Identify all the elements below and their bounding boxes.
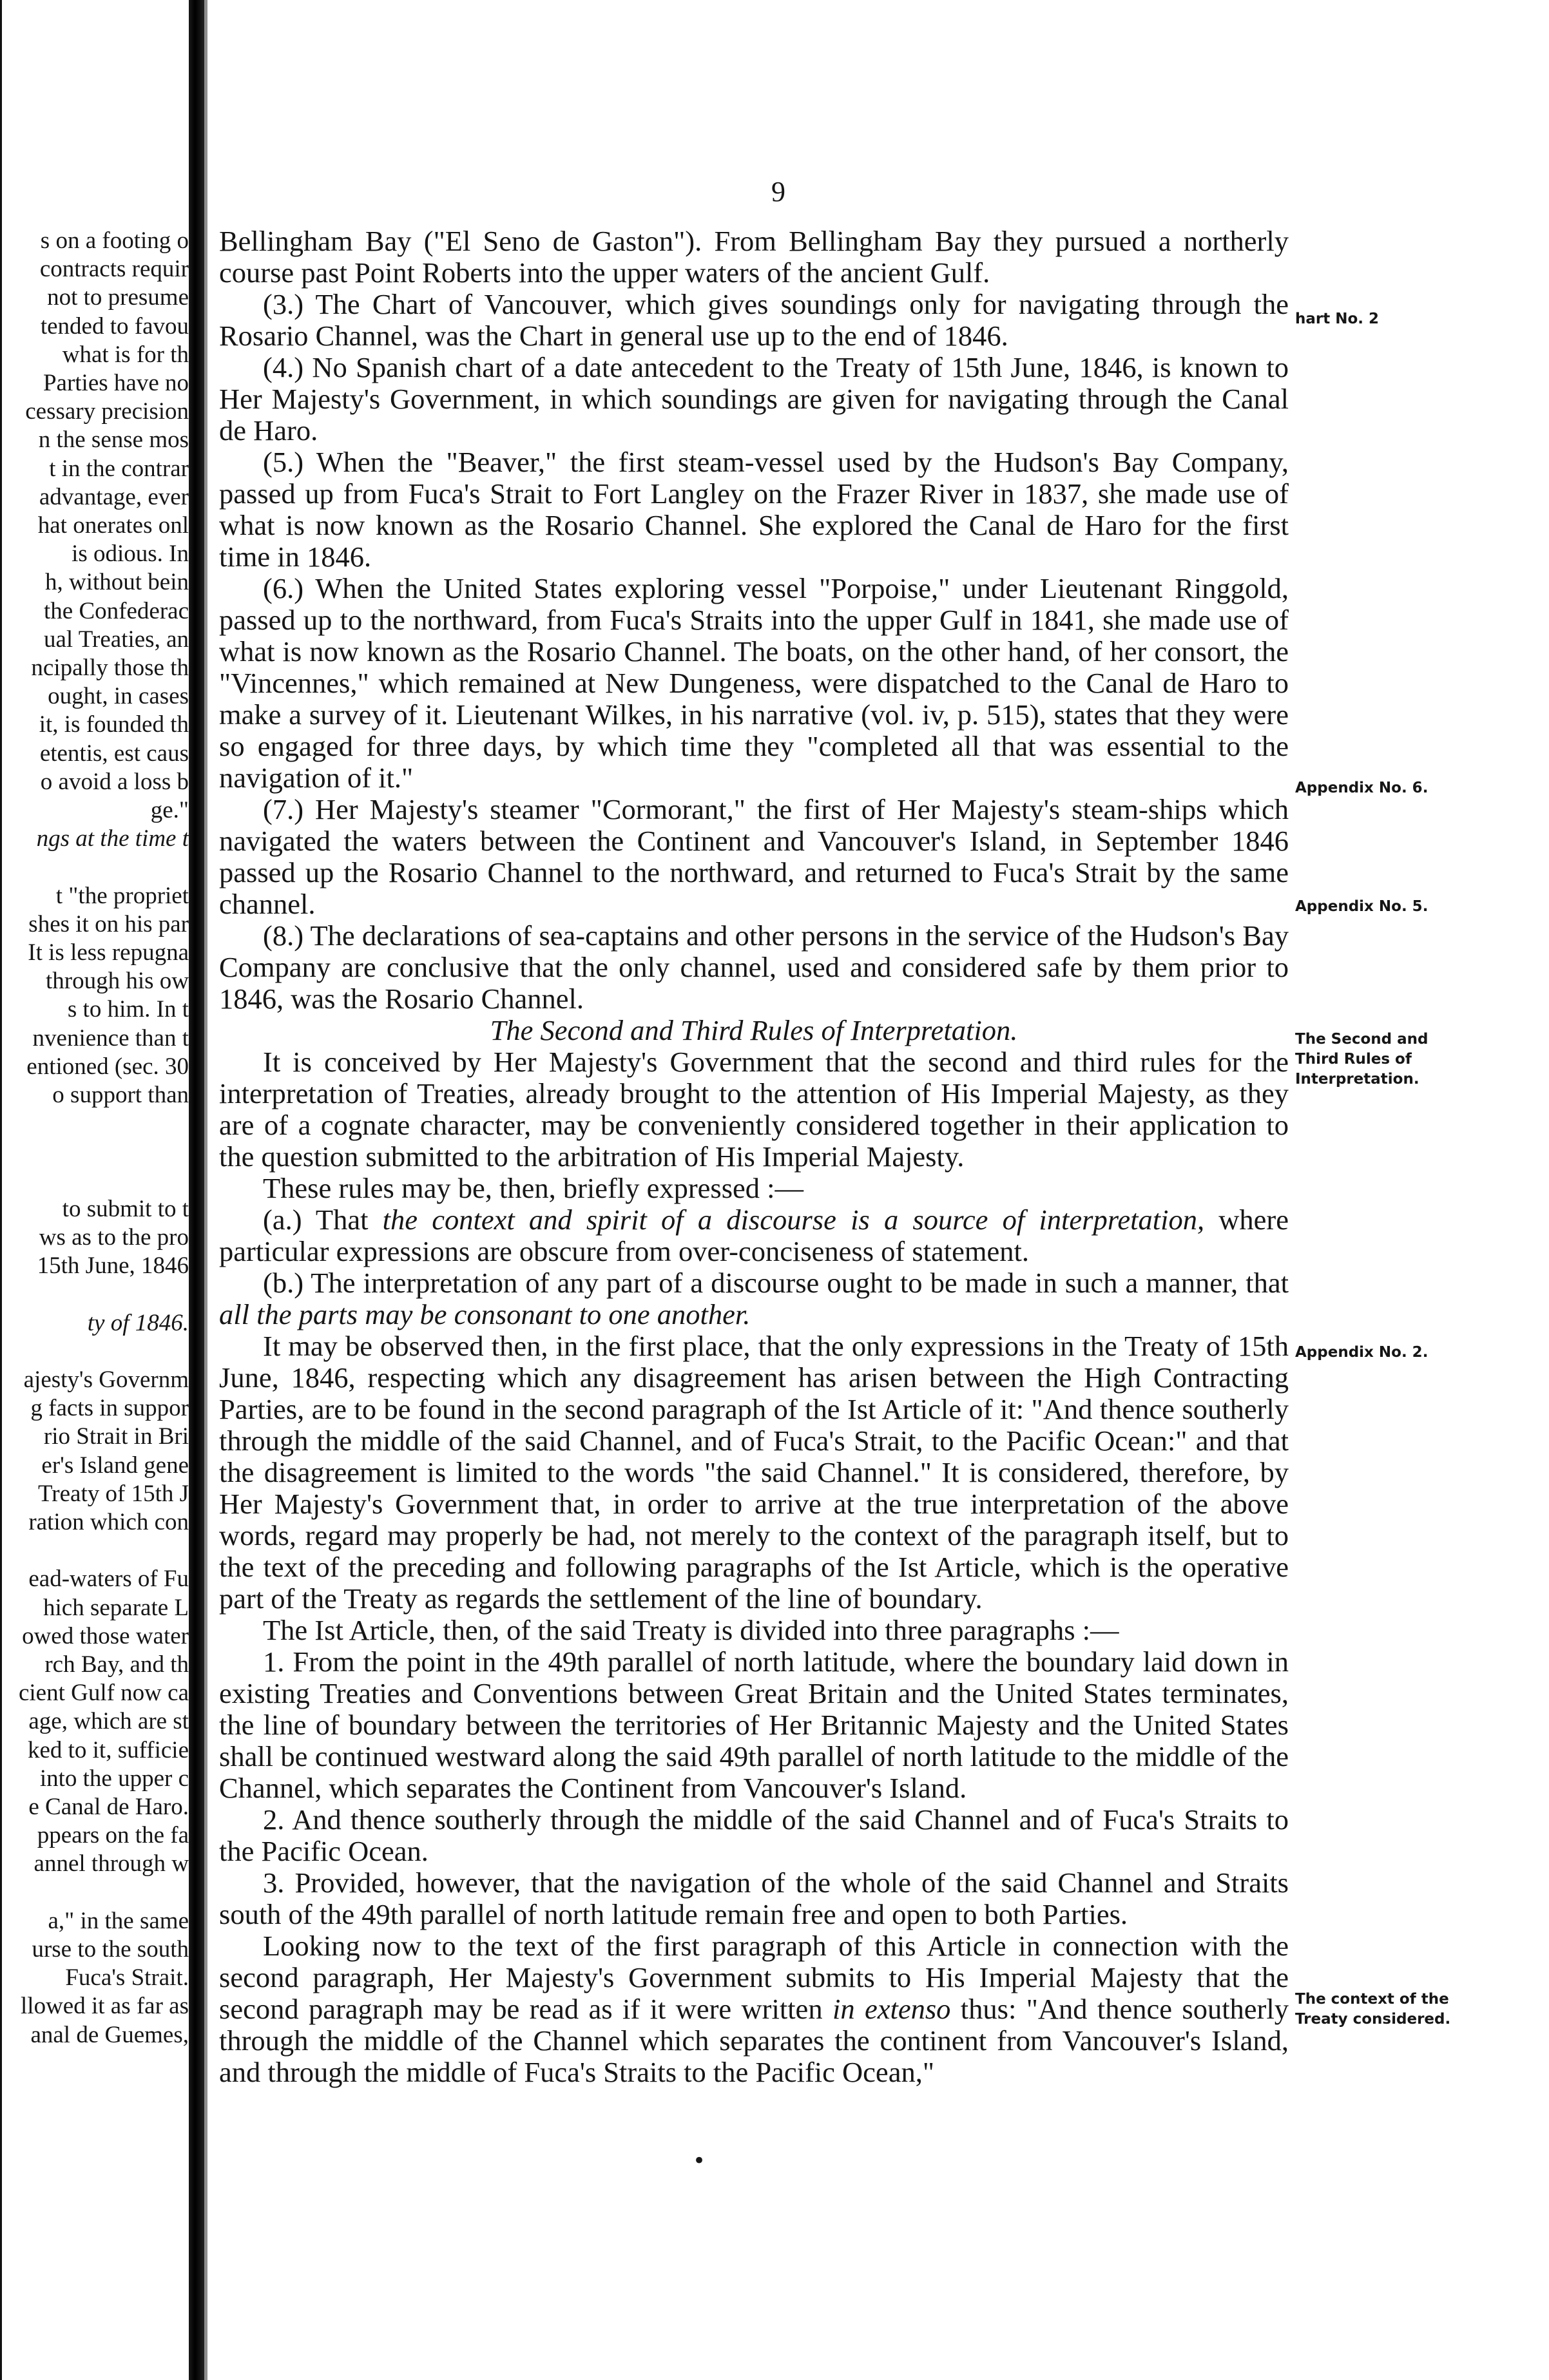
margin-note-appendix-6: Appendix No. 6.: [1295, 780, 1429, 796]
facing-page-line: not to presume: [47, 284, 189, 311]
facing-page-line: what is for th: [62, 341, 189, 368]
rule-a: [219, 1204, 1289, 1267]
paragraph: The Ist Article, then, of the said Treaty is divided into three paragraphs :—: [263, 1614, 1119, 1646]
facing-page-line: shes it on his par: [28, 910, 189, 937]
treaty-clause-3: 3. Provided, however, that the navigation of the whole of the said Channel and Straits south of the 49th parallel of north latitude remain free and open to both Parties.: [219, 1867, 1289, 1930]
paragraph: These rules may be, then, briefly expressed :—: [263, 1172, 804, 1204]
facing-page-line: ked to it, sufficie: [27, 1736, 189, 1763]
page-number: 9: [771, 176, 785, 207]
facing-page-line: ought, in cases: [48, 683, 189, 710]
facing-page-line: etentis, est caus: [39, 740, 189, 767]
facing-page-line: ge.": [150, 797, 189, 823]
facing-page-line: ppears on the fa: [37, 1822, 189, 1849]
facing-page-line: owed those water: [22, 1622, 189, 1649]
facing-page-line: o avoid a loss b: [40, 768, 189, 795]
facing-page-line: llowed it as far as: [21, 1993, 189, 2020]
facing-page-line: tended to favou: [40, 312, 189, 340]
facing-page-line: It is less repugna: [28, 939, 189, 966]
paragraph: It may be observed then, in the first place, that the only expressions in the Treaty of 15th June, 1846, respecting which any disagreement has arisen between the High Contracting Parties, are to be found in the second paragraph of the Ist Article of it: "And thence southerly through the middle of the said Channel, and of Fuca's Strait, to the Pacific Ocean:" and that the disagreement is limited to the words "the said Channel." It is considered, therefore, by Her Majesty's Government that, in order to arrive at the true interpretation of the above words, regard may properly be had, not merely to the context of the paragraph itself, but to the text of the preceding and following paragraphs of the Ist Article, which is the operative part of the Treaty as regards the settlement of the line of boundary.: [219, 1330, 1289, 1615]
treaty-clause-2: 2. And thence southerly through the middle of the said Channel and of Fuca's Straits to the Pacific Ocean.: [219, 1803, 1289, 1867]
section-heading: The Second and Third Rules of Interpretation.: [490, 1014, 1018, 1046]
facing-page-line: it, is founded th: [39, 711, 189, 738]
paragraph: Bellingham Bay ("El Seno de Gaston"). From Bellingham Bay they pursued a northerly course past Point Roberts into the upper waters of the ancient Gulf.: [219, 225, 1289, 289]
margin-note-appendix-5: Appendix No. 5.: [1295, 898, 1429, 915]
rule-a-lead: (a.) That: [263, 1204, 383, 1236]
rule-b-emphasis: all the parts may be consonant to one another.: [219, 1298, 751, 1330]
facing-page-line: g facts in suppor: [30, 1395, 189, 1422]
paragraph: (4.) No Spanish chart of a date antecedent to the Treaty of 15th June, 1846, is known to Her Majesty's Government, in which soundings are given for navigating through the Canal de Haro.: [219, 351, 1289, 446]
treaty-clause-1: 1. From the point in the 49th parallel of north latitude, where the boundary laid down in existing Treaties and Conventions between Great Britain and the United States terminates, the line of boundary between the territories of Her Britannic Majesty and the United States shall be continued westward along the said 49th parallel of north latitude to the middle of the Channel, which separates the Continent from Vancouver's Island.: [219, 1646, 1289, 1804]
paragraph: (6.) When the United States exploring vessel "Porpoise," under Lieutenant Ringgold, passed up to the northward, from Fuca's Straits into the upper Gulf in 1841, she made use of what is now known as the Rosario Channel. The boats, on the other hand, of her consort, the "Vincennes," which remained at New Dungeness, were dispatched to the Canal de Haro to make a survey of it. Lieutenant Wilkes, in his narrative (vol. iv, p. 515), states that they were so engaged for three days, by which time they "completed all that was essential to the navigation of it.": [219, 572, 1289, 794]
facing-page-line: nvenience than t: [32, 1024, 189, 1051]
facing-page-line: ajesty's Governm: [23, 1367, 189, 1393]
facing-page-line: Parties have no: [43, 370, 189, 396]
context-lead: Looking now to the text of the first paragraph of this Article in connection with the second paragraph, Her Majesty's Government submits to His Imperial Majesty that the second paragraph may be read as if it were written: [219, 1930, 1289, 2025]
facing-page-line: ncipally those th: [31, 655, 189, 681]
rule-a-emphasis: the context and spirit of a discourse is a source of interpretation,: [382, 1204, 1205, 1236]
facing-page-line: h, without bein: [44, 569, 189, 596]
margin-note-chart: hart No. 2: [1295, 311, 1380, 327]
facing-page-line: rch Bay, and th: [44, 1651, 189, 1678]
facing-page-line: into the upper c: [39, 1765, 189, 1792]
rule-b-lead: (b.) The interpretation of any part of a discourse ought to be made in such a manner, that: [263, 1267, 1289, 1299]
page-edge: [204, 0, 207, 2380]
facing-page-line: er's Island gene: [41, 1452, 189, 1479]
facing-page-line: a," in the same: [48, 1907, 189, 1934]
facing-page-line: t in the contrar: [49, 455, 189, 482]
facing-page-line: annel through w: [34, 1850, 189, 1877]
facing-page-line: rio Strait in Bri: [43, 1423, 189, 1450]
facing-page-line: entioned (sec. 30: [26, 1053, 189, 1080]
facing-page-line: s on a footing o: [40, 227, 189, 254]
facing-page-line: advantage, ever: [39, 483, 189, 510]
paragraph: [219, 1930, 1289, 2088]
page: [219, 0, 1549, 2380]
rule-a-tail: where particular expressions are obscure from over-conciseness of statement.: [219, 1204, 1289, 1267]
facing-page-line: ead-waters of Fu: [28, 1566, 189, 1593]
paragraph: (7.) Her Majesty's steamer "Cormorant," the first of Her Majesty's steam-ships which navigated the waters between the Continent and Vancouver's Island, in September 1846 passed up the Rosario Channel to the northward, and returned to Fuca's Strait by the same channel.: [219, 793, 1289, 920]
facing-page-line: hat onerates onl: [37, 512, 189, 539]
margin-note-context: The context of the Treaty considered.: [1295, 1991, 1451, 2028]
margin-note-rules: The Second and Third Rules of Interpretation.: [1295, 1031, 1429, 1088]
facing-page-line: Fuca's Strait.: [65, 1964, 189, 1991]
facing-page-line: cient Gulf now ca: [18, 1680, 189, 1707]
facing-page-line: hich separate L: [43, 1594, 189, 1621]
facing-page-line: t "the propriet: [55, 882, 189, 909]
facing-page-line: through his ow: [46, 968, 189, 995]
facing-page-line: s to him. In t: [67, 996, 189, 1023]
paragraph: (8.) The declarations of sea-captains and other persons in the service of the Hudson's Bay Company are conclusive that the only channel, used and considered safe by them prior to 1846, was the Rosario Channel.: [219, 919, 1289, 1015]
facing-page-line: ty of 1846.: [87, 1309, 189, 1336]
rule-b: [219, 1267, 1289, 1330]
context-tail: thus: "And thence southerly through the middle of the Channel which separates the continent from Vancouver's Island, and through the middle of Fuca's Straits to the Pacific Ocean,": [219, 1993, 1289, 2088]
facing-page-line: e Canal de Haro.: [28, 1794, 189, 1820]
paragraph: (3.) The Chart of Vancouver, which gives soundings only for navigating through the Rosario Channel, was the Chart in general use up to the end of 1846.: [219, 288, 1289, 352]
facing-page-line: Treaty of 15th J: [38, 1480, 189, 1507]
facing-page-line: is odious. In: [72, 541, 189, 568]
facing-page-line: ration which con: [28, 1509, 189, 1535]
facing-page-line: ngs at the time t: [36, 825, 189, 852]
in-extenso: in extenso: [832, 1993, 951, 2025]
paragraph: It is conceived by Her Majesty's Government that the second and third rules for the interpretation of Treaties, already brought to the attention of His Imperial Majesty, as they are of a cognate character, may be conveniently considered together in their application to the question submitted to the arbitration of His Imperial Majesty.: [219, 1046, 1289, 1173]
facing-page-line: ws as to the pro: [39, 1224, 189, 1251]
facing-page-line: contracts requir: [39, 256, 189, 283]
body-text: [219, 226, 1289, 2088]
facing-page-line: the Confederac: [44, 597, 189, 624]
facing-page-line: 15th June, 1846: [37, 1252, 189, 1280]
facing-page-line: urse to the south: [32, 1936, 189, 1963]
paragraph: (5.) When the "Beaver," the first steam-vessel used by the Hudson's Bay Company, passed up from Fuca's Strait to Fort Langley on the Frazer River in 1837, she made use of what is now known as the Rosario Channel. She explored the Canal de Haro for the first time in 1846.: [219, 446, 1289, 573]
scan-border: [0, 0, 2, 2380]
facing-page-line: ual Treaties, an: [43, 626, 189, 653]
margin-note-appendix-2: Appendix No. 2.: [1295, 1344, 1429, 1361]
facing-page-fragment: [0, 0, 189, 2380]
facing-page-line: anal de Guemes,: [30, 2021, 189, 2048]
facing-page-line: to submit to t: [62, 1195, 189, 1222]
facing-page-line: cessary precision: [25, 398, 189, 425]
facing-page-line: n the sense mos: [38, 427, 189, 454]
facing-page-line: o support than: [52, 1082, 189, 1108]
book-gutter: [189, 0, 204, 2380]
end-mark: •: [693, 2148, 706, 2174]
facing-page-line: age, which are st: [28, 1708, 189, 1735]
